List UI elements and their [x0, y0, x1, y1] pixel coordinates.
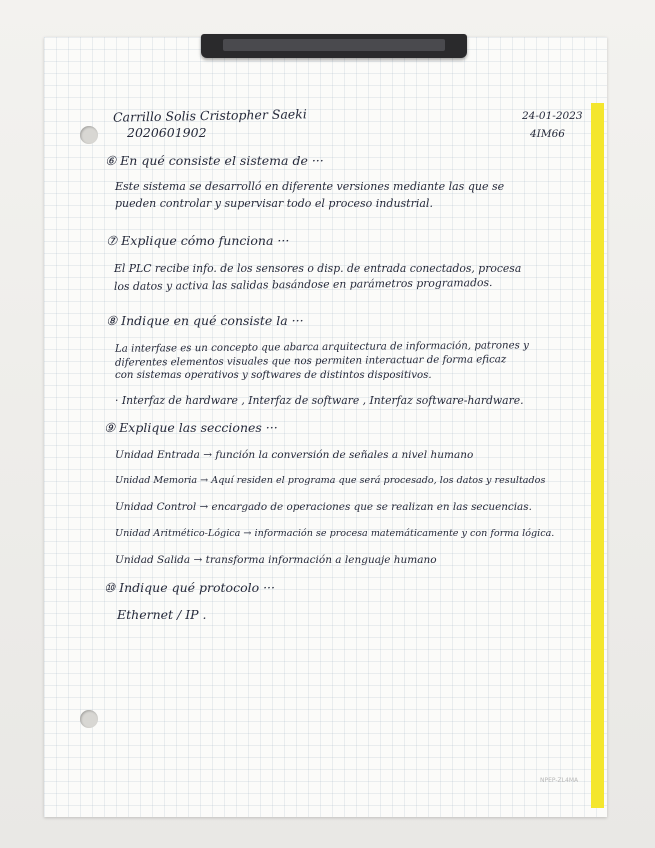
- answer-8-line-3: con sistemas operativos y softwares de distintos dispositivos.: [115, 370, 432, 381]
- answer-9-line-2: Unidad Memoria → Aquí residen el programa que será procesado, los datos y resultados: [115, 475, 546, 486]
- student-name: Carrillo Solis Cristopher Saeki: [112, 106, 307, 125]
- group-text: 4IM66: [530, 128, 565, 140]
- answer-6-line-1: Este sistema se desarrolló en diferente versiones mediante las que se: [115, 180, 505, 193]
- question-8: ⑧ Indique en qué consiste la ···: [106, 313, 304, 328]
- answer-8-line-4: · Interfaz de hardware , Interfaz de software , Interfaz software-hardware.: [115, 394, 524, 407]
- paper-stamp: NPEP-ZL4MA: [540, 777, 579, 784]
- answer-9-line-5: Unidad Salida → transforma información a lenguaje humano: [115, 554, 437, 566]
- answer-7-line-1: El PLC recibe info. de los sensores o disp. de entrada conectados, procesa: [114, 262, 522, 275]
- answer-10-line-1: Ethernet / IP .: [117, 607, 207, 622]
- clipboard-clip: [201, 34, 467, 58]
- answer-8-line-2: diferentes elementos visuales que nos permiten interactuar de forma eficaz: [114, 354, 507, 369]
- answer-9-line-4: Unidad Aritmético-Lógica → información se procesa matemáticamente y con forma lógica.: [115, 528, 555, 539]
- answer-7-line-2: los datos y activa las salidas basándose en parámetros programados.: [113, 276, 493, 293]
- answer-6-line-2: pueden controlar y supervisar todo el proceso industrial.: [115, 197, 433, 210]
- punch-hole-top: [80, 126, 98, 144]
- answer-9-line-1: Unidad Entrada → función la conversión de señales a nivel humano: [115, 449, 474, 461]
- answer-8-line-1: La interfase es un concepto que abarca arquitectura de información, patrones y: [114, 340, 529, 355]
- question-7: ⑦ Explique cómo funciona ···: [106, 233, 290, 248]
- yellow-edge-strip: [591, 103, 604, 808]
- question-10: ⑩ Indique qué protocolo ···: [104, 580, 276, 595]
- answer-9-line-3: Unidad Control → encargado de operaciones que se realizan en las secuencias.: [115, 501, 532, 513]
- date-text: 24-01-2023: [522, 110, 583, 122]
- question-6: ⑥ En qué consiste el sistema de ···: [105, 153, 324, 168]
- punch-hole-bottom: [80, 710, 98, 728]
- question-9: ⑨ Explique las secciones ···: [104, 420, 278, 435]
- student-id: 2020601902: [127, 125, 207, 140]
- clip-plate: [223, 39, 445, 51]
